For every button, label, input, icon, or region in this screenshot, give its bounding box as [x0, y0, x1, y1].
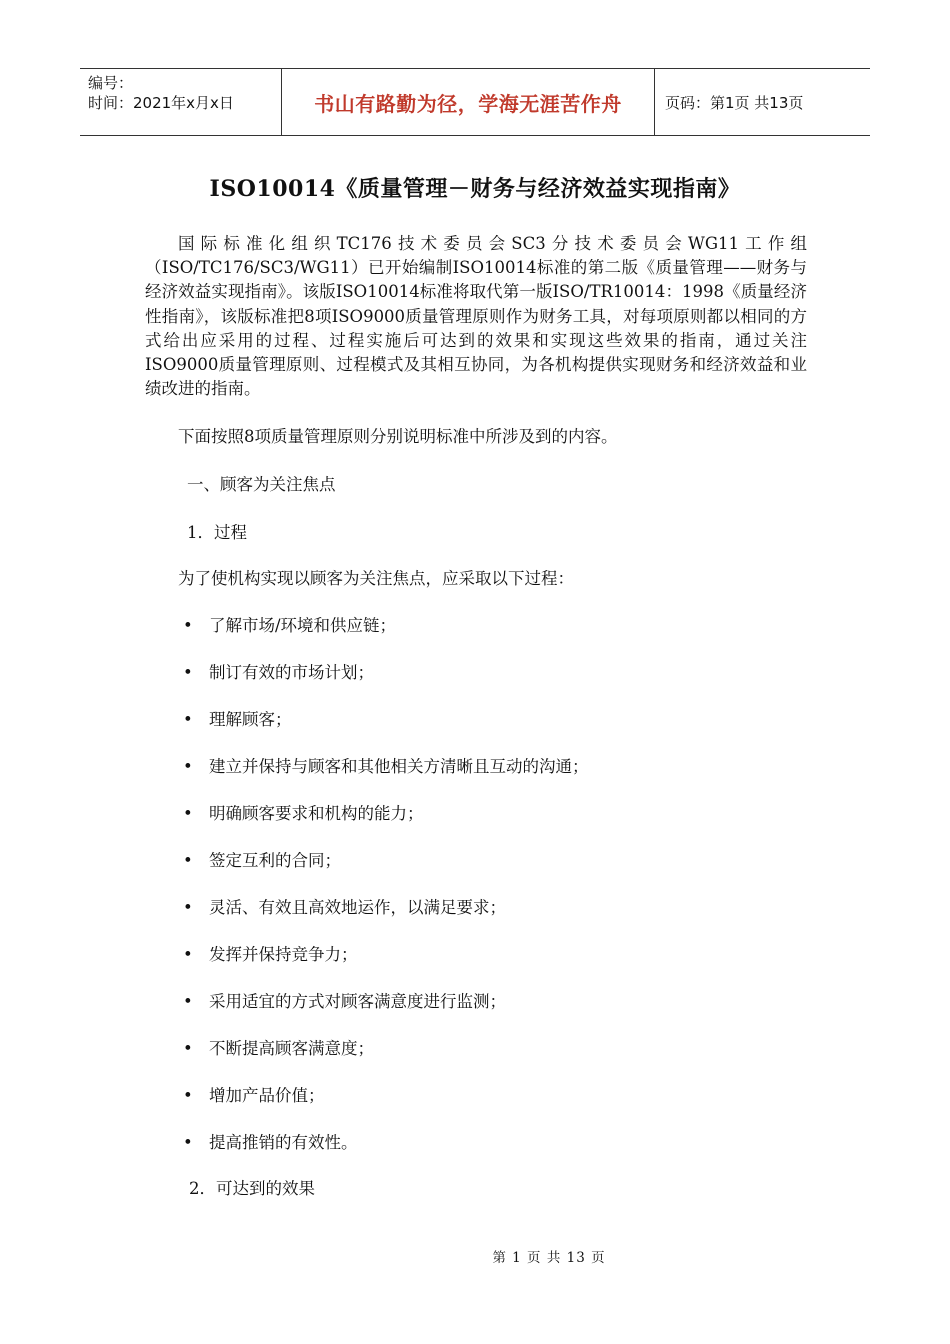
list-item-text: 增加产品价值；	[209, 1086, 325, 1106]
document-body	[145, 232, 807, 1201]
list-item-text: 签定互利的合同；	[209, 851, 341, 871]
list-item	[145, 661, 807, 685]
list-item-text: 明确顾客要求和机构的能力；	[209, 804, 424, 824]
bullet-dot-icon: •	[183, 1039, 193, 1059]
list-item	[145, 1037, 807, 1061]
list-item-text: 建立并保持与顾客和其他相关方清晰且互动的沟通；	[209, 757, 589, 777]
bullet-dot-icon: •	[183, 757, 193, 777]
list-item	[145, 849, 807, 873]
subheading-process: 1．过程	[187, 523, 247, 543]
list-item-text: 提高推销的有效性。	[209, 1133, 358, 1153]
process-bullet-list	[145, 591, 807, 1155]
date-label: 时间：2021年x月x日	[88, 94, 234, 112]
list-item	[145, 943, 807, 967]
bullet-dot-icon: •	[183, 1086, 193, 1106]
header-page-info: 页码：第1页 共13页	[665, 93, 804, 112]
process-intro: 为了使机构实现以顾客为关注焦点，应采取以下过程：	[178, 569, 574, 589]
list-item	[145, 614, 807, 638]
list-item-text: 不断提高顾客满意度；	[209, 1039, 374, 1059]
list-item-text: 了解市场/环境和供应链；	[209, 616, 397, 636]
page-footer: 第 1 页 共 13 页	[492, 1250, 606, 1266]
bullet-dot-icon: •	[183, 663, 193, 683]
bullet-dot-icon: •	[183, 1133, 193, 1153]
bullet-dot-icon: •	[183, 945, 193, 965]
list-item-text: 发挥并保持竞争力；	[209, 945, 358, 965]
subheading-achievable-effects: 2．可达到的效果	[189, 1179, 315, 1199]
list-item	[145, 896, 807, 920]
header-motto: 书山有路勤为径，学海无涯苦作舟	[282, 69, 655, 135]
bullet-dot-icon: •	[183, 851, 193, 871]
list-item-text: 理解顾客；	[209, 710, 292, 730]
header-table	[80, 68, 870, 136]
list-item	[145, 755, 807, 779]
list-item	[145, 708, 807, 732]
list-item	[145, 1084, 807, 1108]
serial-label: 编号：	[88, 74, 134, 92]
bullet-dot-icon: •	[183, 898, 193, 918]
bullet-dot-icon: •	[183, 710, 193, 730]
list-item-text: 采用适宜的方式对顾客满意度进行监测；	[209, 992, 506, 1012]
list-item	[145, 802, 807, 826]
list-item	[145, 1131, 807, 1155]
document-title: ISO10014《质量管理－财务与经济效益实现指南》	[209, 176, 741, 202]
second-paragraph: 下面按照8项质量管理原则分别说明标准中所涉及到的内容。	[178, 427, 618, 447]
bullet-dot-icon: •	[183, 804, 193, 824]
bullet-dot-icon: •	[183, 616, 193, 636]
list-item-text: 灵活、有效且高效地运作，以满足要求；	[209, 898, 506, 918]
section-heading-customer-focus: 一、顾客为关注焦点	[187, 475, 336, 495]
list-item-text: 制订有效的市场计划；	[209, 663, 374, 683]
intro-paragraph: 国际标准化组织TC176技术委员会SC3分技术委员会WG11工作组（ISO/TC176/SC3/WG11）已开始编制ISO10014标准的第二版《质量管理——财务与经济效益实现指南》。该版ISO10014标准将取代第一版ISO/TR10014：1998《质量经济性指南》，该版标准把8项ISO9000质量管理原则作为财务工具，对每项原则都以相同的方式给出应采用的过程、过程实施后可达到的效果和实现这些效果的指南，通过关注ISO9000质量管理原则、过程模式及其相互协同，为各机构提供实现财务和经济效益和业绩改进的指南。	[145, 234, 807, 399]
bullet-dot-icon: •	[183, 992, 193, 1012]
list-item	[145, 990, 807, 1014]
header-meta-cell	[80, 69, 282, 135]
